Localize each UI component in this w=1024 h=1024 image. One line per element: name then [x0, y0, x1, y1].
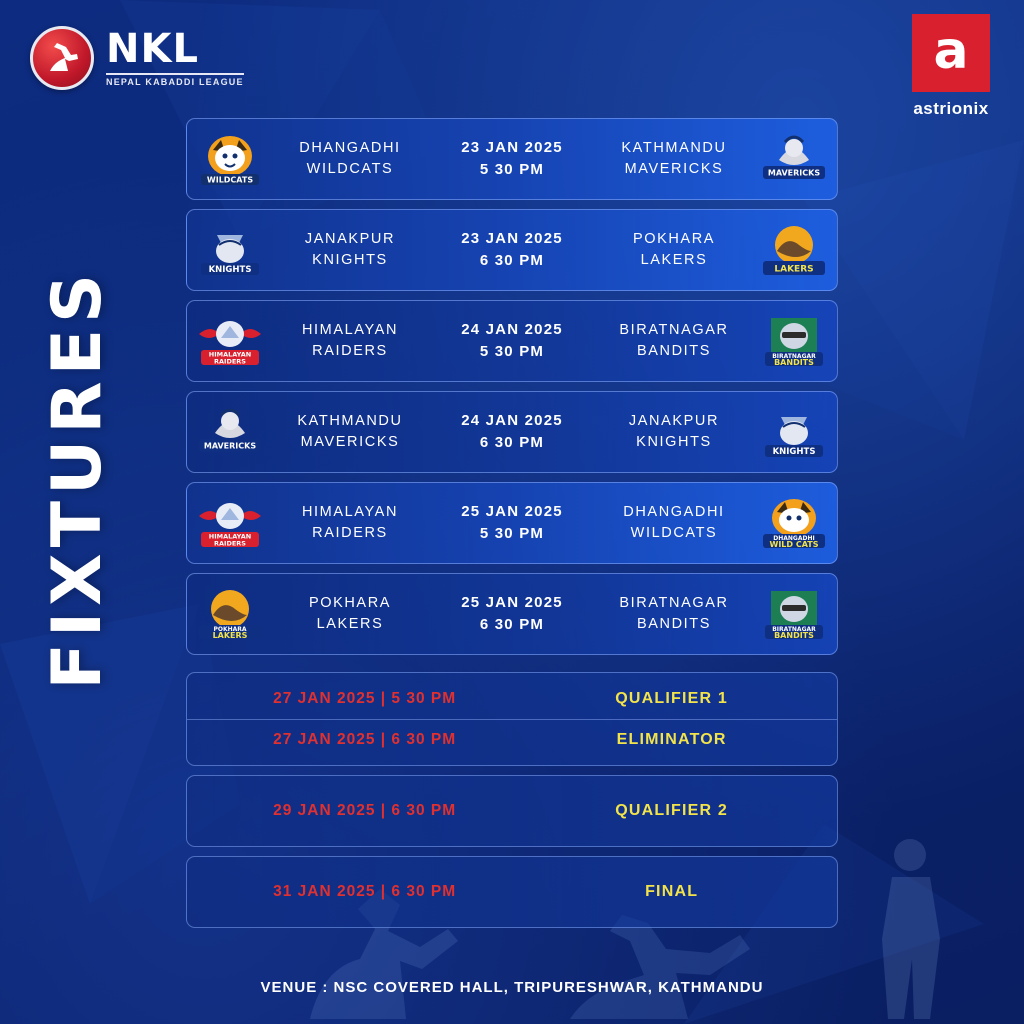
svg-text:MAVERICKS: MAVERICKS — [767, 168, 821, 178]
away-team-line2: BANDITS — [636, 343, 712, 359]
match-time: 5 30 PM — [479, 343, 545, 360]
home-team-line2: RAIDERS — [312, 343, 388, 359]
home-team-line2: KNIGHTS — [312, 252, 388, 268]
raiders-crest-icon — [193, 310, 267, 372]
playoff-datetime: 31 JAN 2025 | 6 30 PM — [273, 883, 457, 900]
away-team-name — [597, 229, 751, 271]
svg-text:BANDITS: BANDITS — [774, 358, 814, 367]
svg-text:POKHARA: POKHARA — [213, 626, 247, 633]
fixtures-list — [186, 118, 838, 664]
playoff-label: ELIMINATOR — [616, 730, 727, 748]
match-time: 6 30 PM — [479, 252, 545, 269]
away-team-line1: POKHARA — [632, 230, 716, 247]
away-team-line1: JANAKPUR — [628, 412, 720, 429]
svg-text:RAIDERS: RAIDERS — [214, 539, 246, 548]
table-row[interactable] — [186, 118, 838, 200]
match-date: 25 JAN 2025 — [461, 502, 563, 520]
knights-crest-icon — [193, 219, 267, 281]
home-team-line1: DHANGADHI — [299, 139, 401, 156]
svg-text:HIMALAYAN: HIMALAYAN — [208, 532, 252, 541]
home-team-name — [273, 593, 427, 635]
home-team-name — [273, 320, 427, 362]
wildcats-crest-icon — [193, 128, 267, 190]
match-date: 23 JAN 2025 — [461, 138, 563, 156]
match-time: 5 30 PM — [479, 525, 545, 542]
match-time: 6 30 PM — [479, 616, 545, 633]
away-team-line1: DHANGADHI — [623, 503, 725, 520]
home-team-line2: LAKERS — [316, 616, 384, 632]
away-team-line2: MAVERICKS — [624, 161, 724, 177]
match-datetime — [427, 501, 597, 546]
wildcats-crest-icon — [757, 492, 831, 554]
playoff-label: FINAL — [645, 883, 699, 900]
away-team-line2: LAKERS — [640, 252, 708, 268]
league-full-name: NEPAL KABADDI LEAGUE — [106, 73, 244, 87]
match-datetime — [427, 137, 597, 182]
home-team-name — [273, 411, 427, 453]
svg-text:LAKERS: LAKERS — [212, 631, 248, 640]
raiders-crest-icon — [193, 492, 267, 554]
svg-text:DHANGADHI: DHANGADHI — [773, 535, 815, 542]
svg-text:WILD CATS: WILD CATS — [769, 540, 819, 549]
home-team-line2: RAIDERS — [312, 525, 388, 541]
svg-text:LAKERS: LAKERS — [774, 264, 814, 275]
home-team-line1: HIMALAYAN — [301, 503, 399, 520]
nkl-logo — [30, 26, 244, 90]
away-team-name — [597, 320, 751, 362]
home-team-line1: POKHARA — [308, 594, 392, 611]
away-team-name — [597, 502, 751, 544]
home-team-line1: KATHMANDU — [297, 412, 403, 429]
playoff-label: QUALIFIER 2 — [615, 802, 729, 819]
away-team-line2: KNIGHTS — [636, 434, 712, 450]
lakers-crest-icon — [757, 219, 831, 281]
svg-text:RAIDERS: RAIDERS — [214, 357, 246, 366]
table-row[interactable] — [186, 209, 838, 291]
playoff-group — [186, 672, 838, 766]
away-team-name — [597, 593, 751, 635]
venue-text: VENUE : NSC COVERED HALL, TRIPURESHWAR, KATHMANDU — [260, 979, 764, 996]
home-team-name — [273, 502, 427, 544]
away-team-line2: WILDCATS — [630, 525, 718, 541]
playoff-label: QUALIFIER 1 — [615, 690, 729, 707]
playoffs-list — [186, 672, 838, 937]
playoff-datetime: 27 JAN 2025 | 5 30 PM — [273, 690, 457, 707]
playoff-row[interactable] — [187, 719, 837, 759]
match-datetime — [427, 410, 597, 455]
bandits-crest-icon — [757, 583, 831, 645]
home-team-line1: HIMALAYAN — [301, 321, 399, 338]
away-team-line1: KATHMANDU — [621, 139, 727, 156]
svg-text:KNIGHTS: KNIGHTS — [208, 265, 252, 275]
svg-text:BIRATNAGAR: BIRATNAGAR — [772, 626, 816, 633]
svg-text:HIMALAYAN: HIMALAYAN — [208, 350, 252, 359]
playoff-datetime: 27 JAN 2025 | 6 30 PM — [273, 730, 457, 748]
match-date: 24 JAN 2025 — [461, 411, 563, 429]
sponsor-mark-letter: a — [933, 21, 969, 81]
table-row[interactable] — [186, 300, 838, 382]
svg-text:BANDITS: BANDITS — [774, 631, 814, 640]
sponsor-name: astrionix — [913, 99, 989, 118]
svg-text:MAVERICKS: MAVERICKS — [203, 441, 257, 451]
sponsor-logo — [912, 14, 990, 119]
away-team-line2: BANDITS — [636, 616, 712, 632]
away-team-line1: BIRATNAGAR — [619, 321, 729, 338]
away-team-name — [597, 411, 751, 453]
table-row[interactable] — [186, 391, 838, 473]
table-row[interactable] — [186, 482, 838, 564]
home-team-name — [273, 138, 427, 180]
home-team-line2: WILDCATS — [306, 161, 394, 177]
knights-crest-icon — [757, 401, 831, 463]
svg-text:BIRATNAGAR: BIRATNAGAR — [772, 353, 816, 360]
playoff-group — [186, 775, 838, 847]
svg-text:WILDCATS: WILDCATS — [206, 175, 254, 185]
match-date: 24 JAN 2025 — [461, 320, 563, 338]
playoff-group — [186, 856, 838, 928]
match-datetime — [427, 319, 597, 364]
home-team-line2: MAVERICKS — [300, 434, 400, 450]
svg-text:KNIGHTS: KNIGHTS — [772, 447, 816, 457]
home-team-name — [273, 229, 427, 271]
match-datetime — [427, 592, 597, 637]
sponsor-mark-icon — [912, 14, 990, 92]
mavericks-crest-icon — [757, 128, 831, 190]
table-row[interactable] — [186, 573, 838, 655]
match-date: 25 JAN 2025 — [461, 593, 563, 611]
match-date: 23 JAN 2025 — [461, 229, 563, 247]
playoff-row[interactable] — [187, 782, 837, 840]
page-title: FIXTURES — [38, 268, 117, 690]
away-team-line1: BIRATNAGAR — [619, 594, 729, 611]
playoff-datetime: 29 JAN 2025 | 6 30 PM — [273, 802, 457, 819]
home-team-line1: JANAKPUR — [304, 230, 396, 247]
lakers-crest-icon — [193, 583, 267, 645]
match-datetime — [427, 228, 597, 273]
playoff-row[interactable] — [187, 679, 837, 719]
away-team-name — [597, 138, 751, 180]
match-time: 5 30 PM — [479, 161, 545, 178]
playoff-row[interactable] — [187, 863, 837, 921]
league-abbr: NKL — [106, 26, 199, 72]
kabaddi-player-icon — [30, 26, 94, 90]
match-time: 6 30 PM — [479, 434, 545, 451]
mavericks-crest-icon — [193, 401, 267, 463]
bandits-crest-icon — [757, 310, 831, 372]
